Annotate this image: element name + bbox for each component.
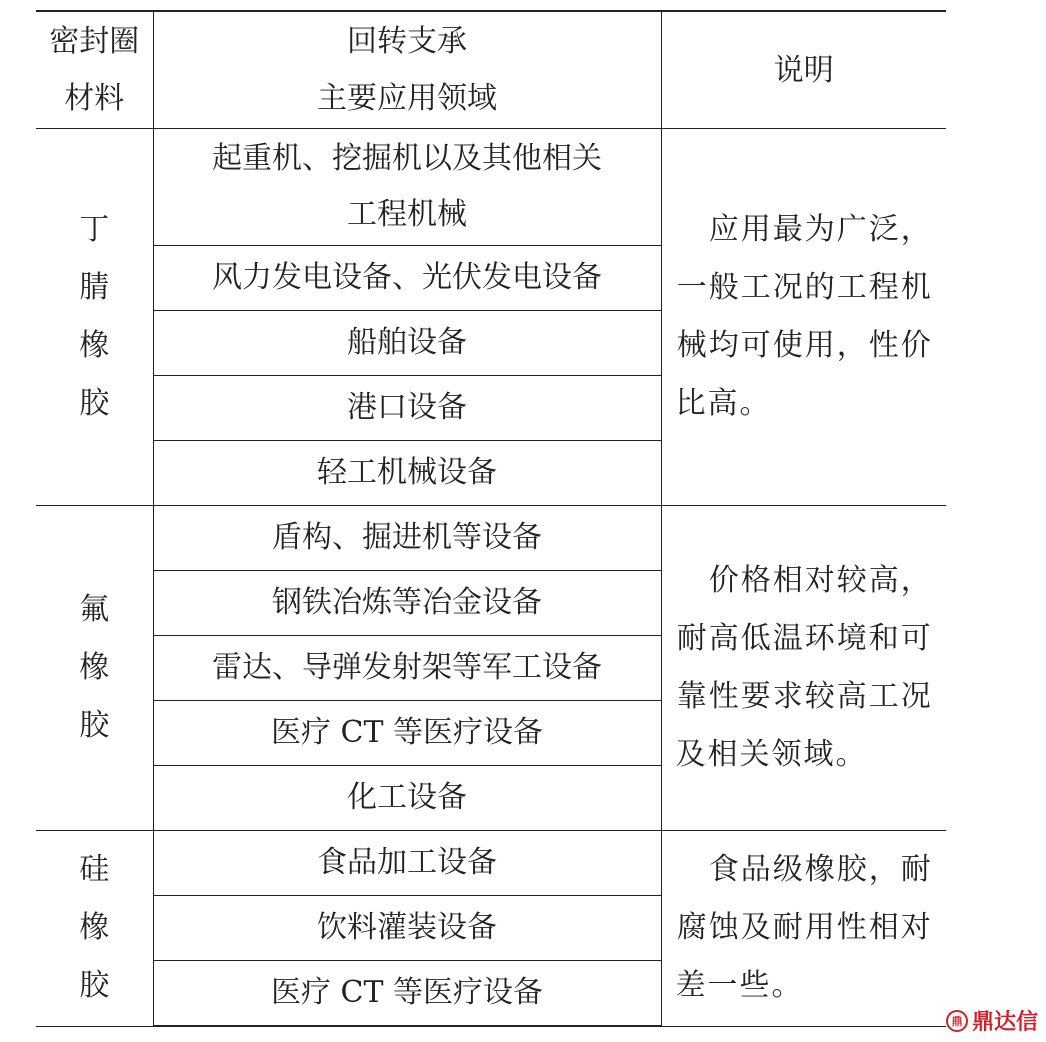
header-application <box>153 11 661 129</box>
material-cell-silicone <box>36 831 153 1027</box>
table-row <box>36 506 946 571</box>
material-cell-fluoro <box>36 506 153 831</box>
logo-icon: 鼎 <box>946 1010 968 1032</box>
material-char: 胶 <box>79 708 110 743</box>
material-char: 橡 <box>79 910 110 946</box>
application-cell: 饮料灌装设备 <box>153 896 661 961</box>
material-char: 氟 <box>79 592 110 627</box>
material-char: 腈 <box>79 270 110 305</box>
application-text: 起重机、挖掘机以及其他相关 <box>212 141 602 176</box>
watermark-text: 鼎达信 <box>971 1010 1038 1035</box>
application-cell: 港口设备 <box>153 376 661 441</box>
header-material-line2: 材料 <box>64 81 125 116</box>
header-note: 说明 <box>661 11 946 129</box>
material-char: 橡 <box>79 328 110 363</box>
watermark-logo <box>946 1005 1038 1036</box>
header-application-line2: 主要应用领域 <box>317 81 497 116</box>
material-char: 胶 <box>79 968 110 1004</box>
application-cell: 盾构、掘进机等设备 <box>153 506 661 571</box>
table-row <box>36 831 946 896</box>
note-cell-silicone <box>661 831 946 1027</box>
application-cell: 轻工机械设备 <box>153 441 661 506</box>
application-cell: 钢铁冶炼等冶金设备 <box>153 571 661 636</box>
table-header-row <box>36 11 946 129</box>
header-material <box>36 11 153 129</box>
table-row <box>36 129 946 246</box>
header-application-line1: 回转支承 <box>347 24 467 59</box>
material-char: 橡 <box>79 650 110 685</box>
seal-material-table <box>36 10 946 1027</box>
application-cell: 医疗 CT 等医疗设备 <box>153 961 661 1027</box>
group-silicone <box>36 831 946 1027</box>
group-nitrile <box>36 129 946 506</box>
material-char: 丁 <box>79 212 110 247</box>
group-fluoro <box>36 506 946 831</box>
material-char: 胶 <box>79 386 110 421</box>
application-cell: 食品加工设备 <box>153 831 661 896</box>
note-cell-nitrile <box>661 129 946 506</box>
note-cell-fluoro <box>661 506 946 831</box>
note-text: 应用最为广泛，一般工况的工程机械均可使用，性价比高。 <box>675 212 933 421</box>
application-cell: 风力发电设备、光伏发电设备 <box>153 246 661 311</box>
application-cell: 化工设备 <box>153 766 661 831</box>
material-char: 硅 <box>79 852 110 888</box>
material-cell-nitrile <box>36 129 153 506</box>
header-material-line1: 密封圈 <box>49 24 140 59</box>
application-cell: 船舶设备 <box>153 311 661 376</box>
note-text: 食品级橡胶，耐腐蚀及耐用性相对差一些。 <box>675 852 933 1004</box>
application-cell <box>153 129 661 246</box>
application-text: 工程机械 <box>347 197 467 232</box>
note-text: 价格相对较高，耐高低温环境和可靠性要求较高工况及相关领域。 <box>675 563 933 772</box>
application-cell: 医疗 CT 等医疗设备 <box>153 701 661 766</box>
application-cell: 雷达、导弹发射架等军工设备 <box>153 636 661 701</box>
